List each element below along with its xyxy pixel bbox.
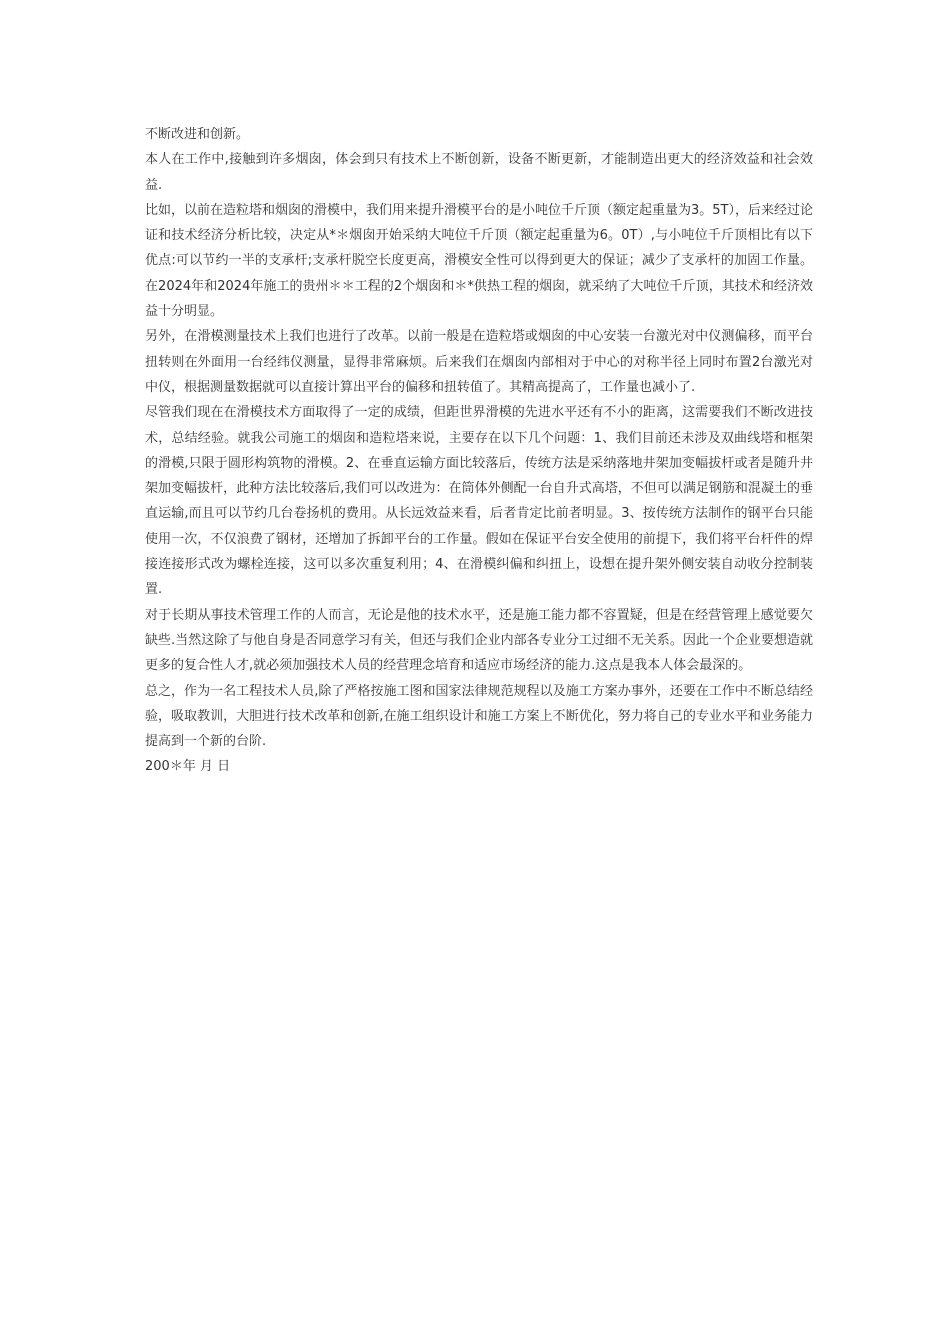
paragraph-jack-example: 比如，以前在造粒塔和烟囱的滑模中，我们用来提升滑模平台的是小吨位千斤顶（额定起重量为3。5T），后来经过论证和技术经济分析比较，决定从*＊烟囱开始采纳大吨位千斤顶（额定起重量为6。0T）,与小吨位千斤顶相比有以下优点:可以节约一半的支承杆;支承杆脱空长度更高，滑模安全性可以得到更大的保证；减少了支承杆的加固工作量。在2024年和2024年施工的贵州＊＊工程的2个烟囱和＊*供热工程的烟囱，就采纳了大吨位千斤顶，其技术和经济效益十分明显。 [145, 202, 813, 320]
paragraph-innovation-benefit: 本人在工作中,接触到许多烟囱，体会到只有技术上不断创新，设备不断更新，才能制造出更大的经济效益和社会效益. [145, 152, 813, 193]
paragraph-measurement-reform: 另外，在滑模测量技术上我们也进行了改革。以前一般是在造粒塔或烟囱的中心安装一台激光对中仪测偏移，而平台扭转则在外面用一台经纬仪测量，显得非常麻烦。后来我们在烟囱内部相对于中心的对称半径上同时布置2台激光对中仪，根据测量数据就可以直接计算出平台的偏移和扭转值了。其精高提高了，工作量也减小了. [145, 329, 813, 395]
date-line: 200＊年 月 日 [145, 759, 231, 775]
paragraph-conclusion: 总之，作为一名工程技术人员,除了严格按施工图和国家法律规范规程以及施工方案办事外，还要在工作中不断总结经验，吸取教训，大胆进行技术改革和创新,在施工组织设计和施工方案上不断优化，努力将自己的专业水平和业务能力提高到一个新的台阶. [145, 683, 813, 750]
paragraph-problems: 尽管我们现在在滑模技术方面取得了一定的成绩，但距世界滑模的先进水平还有不小的距离，这需要我们不断改进技术，总结经验。就我公司施工的烟囱和造粒塔来说，主要存在以下几个问题：1、我们目前还未涉及双曲线塔和框架的滑模,只限于圆形构筑物的滑模。2、在垂直运输方面比较落后，传统方法是采纳落地井架加变幅拔杆或者是随升井架加变幅拔杆，此种方法比较落后,我们可以改进为：在筒体外侧配一台自升式高塔，不但可以满足钢筋和混凝土的垂直运输,而且可以节约几台卷扬机的费用。从长远效益来看，后者肯定比前者明显。3、按传统方法制作的钢平台只能使用一次，不仅浪费了钢材，还增加了拆卸平台的工作量。假如在保证平台安全使用的前提下，我们将平台杆件的焊接连接形式改为螺栓连接，这可以多次重复利用；4、在滑模纠偏和纠扭上，设想在提升架外侧安装自动收分控制装置. [145, 405, 813, 598]
document-body [145, 122, 813, 780]
paragraph-continuation: 不断改进和创新。 [145, 127, 250, 142]
paragraph-management: 对于长期从事技术管理工作的人而言，无论是他的技术水平，还是施工能力都不容置疑，但是在经营管理上感觉要欠缺些.当然这除了与他自身是否同意学习有关，但还与我们企业内部各专业分工过细不无关系。因此一个企业要想造就更多的复合性人才,就必须加强技术人员的经营理念培育和适应市场经济的能力.这点是我本人体会最深的。 [145, 607, 813, 674]
